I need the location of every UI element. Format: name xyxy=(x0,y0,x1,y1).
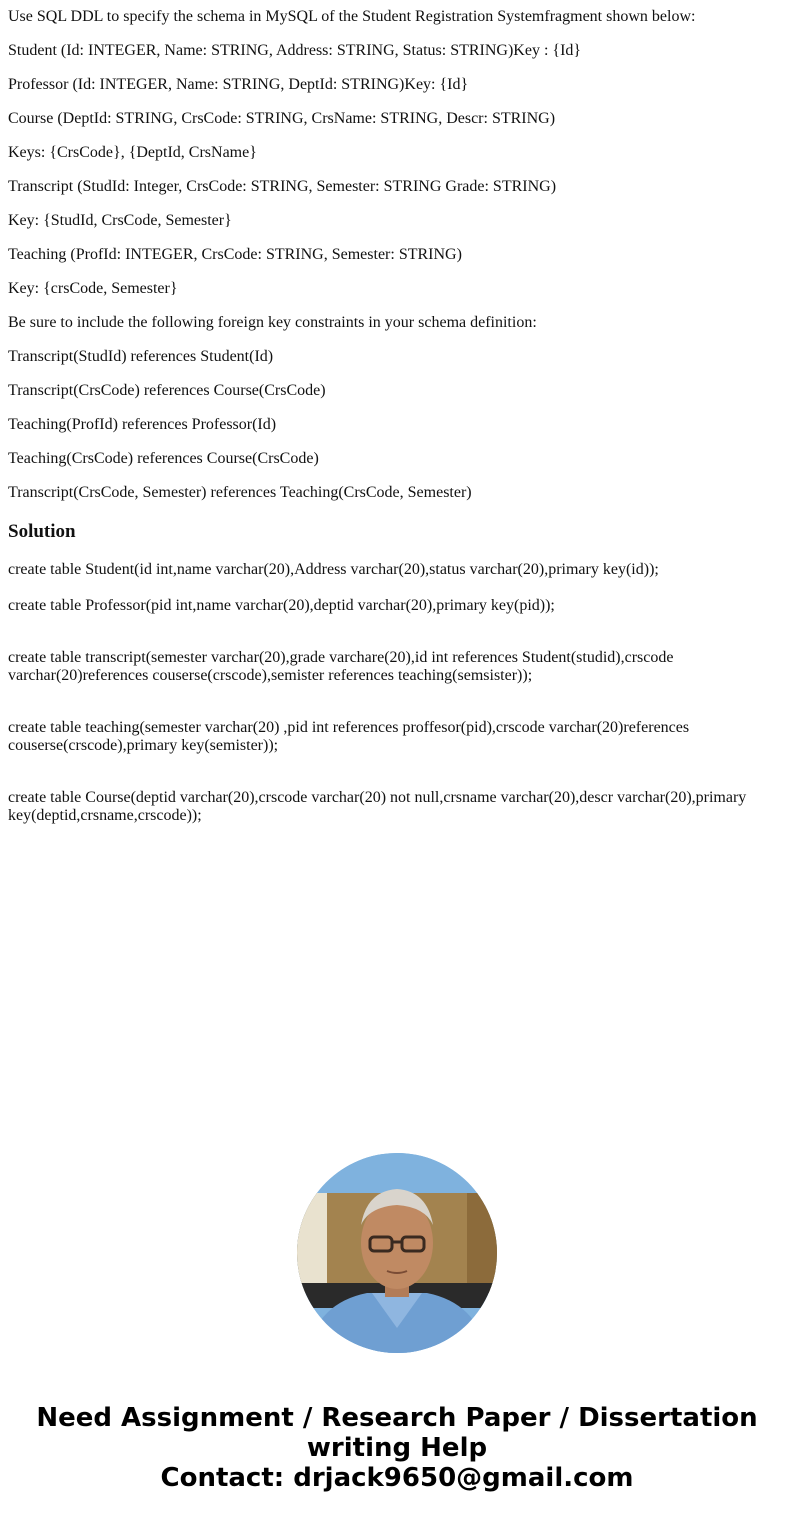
question-line-1: Use SQL DDL to specify the schema in MySQL of the Student Registration Systemfragment shown below: xyxy=(8,8,696,25)
question-line-12: Transcript(CrsCode) references Course(CrsCode) xyxy=(8,382,326,399)
question-line-15: Transcript(CrsCode, Semester) references Teaching(CrsCode, Semester) xyxy=(8,484,472,501)
question-line-9: Key: {crsCode, Semester} xyxy=(8,280,178,297)
question-line-2: Student (Id: INTEGER, Name: STRING, Address: STRING, Status: STRING)Key : {Id} xyxy=(8,42,582,59)
footer-contact-banner xyxy=(0,1403,794,1493)
question-line-13: Teaching(ProfId) references Professor(Id) xyxy=(8,416,277,433)
question-line-3: Professor (Id: INTEGER, Name: STRING, DeptId: STRING)Key: {Id} xyxy=(8,76,469,93)
solution-heading: Solution xyxy=(8,521,76,542)
question-line-7: Key: {StudId, CrsCode, Semester} xyxy=(8,212,232,229)
question-line-10: Be sure to include the following foreign key constraints in your schema definition: xyxy=(8,314,537,331)
question-line-5: Keys: {CrsCode}, {DeptId, CrsName} xyxy=(8,144,257,161)
footer-contact-email: Contact: drjack9650@gmail.com xyxy=(160,1463,634,1493)
solution-statement-transcript: create table transcript(semester varchar(20),grade varchare(20),id int references Student(studid),crscode varchar(20)references couserse(crscode),semister references teaching(semsister)); xyxy=(8,649,674,684)
solution-statement-course: create table Course(deptid varchar(20),crscode varchar(20) not null,crsname varchar(20),descr varchar(20),primary key(deptid,crsname,crscode)); xyxy=(8,789,747,824)
solution-statement-teaching: create table teaching(semester varchar(20) ,pid int references proffesor(pid),crscode varchar(20)references couserse(crscode),primary key(semister)); xyxy=(8,719,690,754)
footer-line-2: writing Help xyxy=(306,1433,488,1463)
footer-line-1: Need Assignment / Research Paper / Dissertation xyxy=(36,1403,758,1433)
question-line-11: Transcript(StudId) references Student(Id) xyxy=(8,348,274,365)
question-line-8: Teaching (ProfId: INTEGER, CrsCode: STRING, Semester: STRING) xyxy=(8,246,462,263)
question-line-6: Transcript (StudId: Integer, CrsCode: STRING, Semester: STRING Grade: STRING) xyxy=(8,178,557,195)
question-line-14: Teaching(CrsCode) references Course(CrsCode) xyxy=(8,450,319,467)
solution-statement-professor: create table Professor(pid int,name varchar(20),deptid varchar(20),primary key(pid)); xyxy=(8,597,555,614)
solution-statement-student: create table Student(id int,name varchar(20),Address varchar(20),status varchar(20),primary key(id)); xyxy=(8,561,659,578)
person-portrait-icon xyxy=(297,1153,497,1353)
author-avatar xyxy=(297,1153,497,1353)
question-line-4: Course (DeptId: STRING, CrsCode: STRING, CrsName: STRING, Descr: STRING) xyxy=(8,110,556,127)
